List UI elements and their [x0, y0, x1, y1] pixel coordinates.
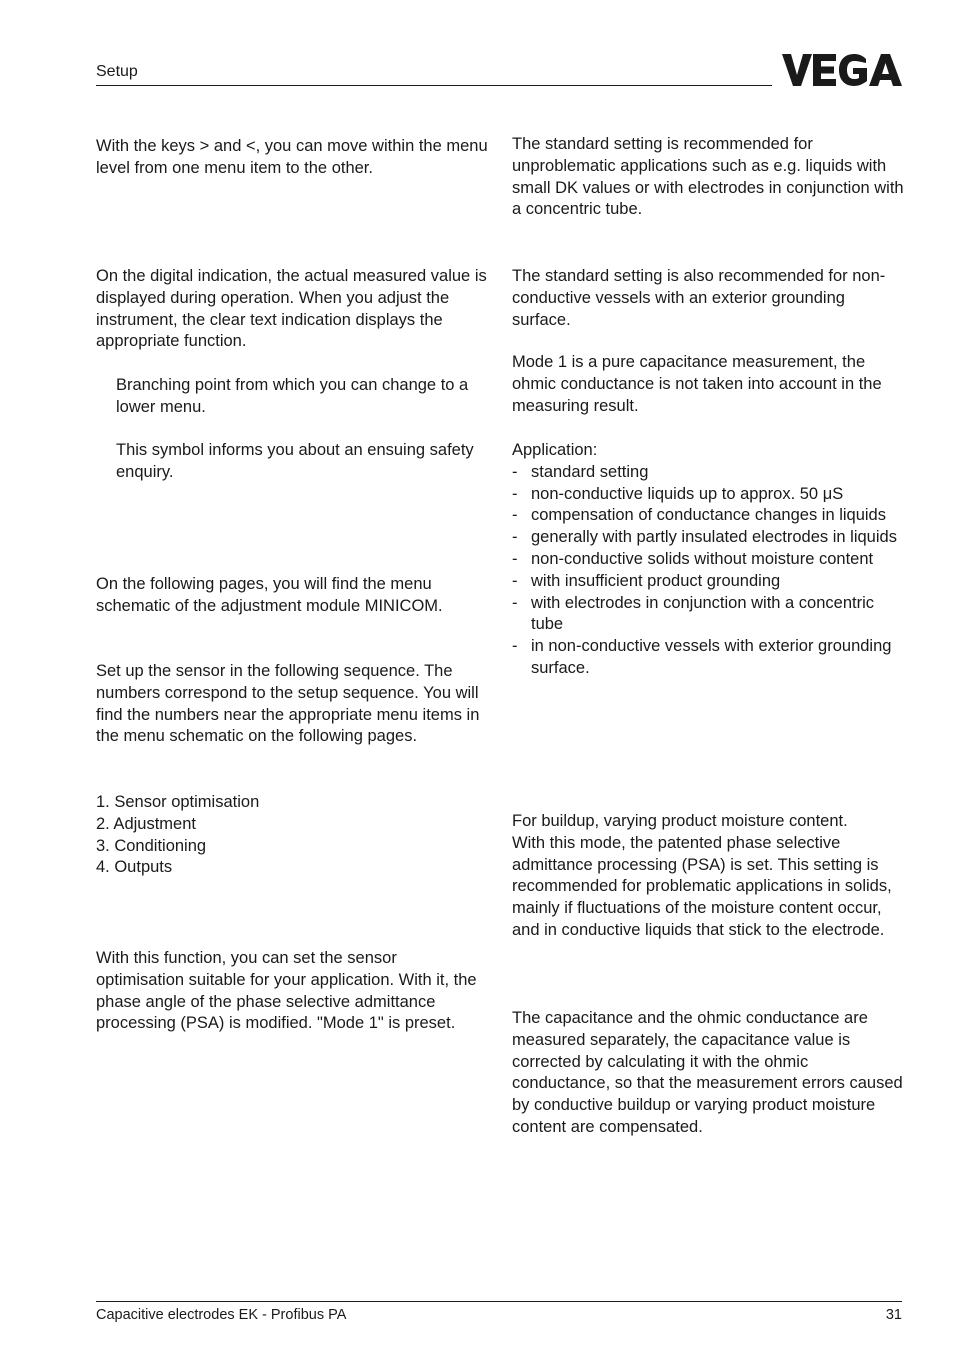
- conductance-paragraph: The capacitance and the ohmic conductance are measured separately, the capacitance value is corrected by calculating it with the ohmic conductance, so that the measurement errors caused by conductive buildup or varying product moisture content are compensated.: [512, 1009, 903, 1136]
- list-item: - non-conductive liquids up to approx. 50 μS: [512, 484, 904, 506]
- application-block: [512, 440, 904, 680]
- list-item: - compensation of conductance changes in liquids: [512, 505, 904, 527]
- application-label: Application:: [512, 441, 598, 459]
- step-item: 3. Conditioning: [96, 836, 207, 855]
- branch-paragraph: Branching point from which you can change to a lower menu.: [116, 376, 469, 416]
- standard-setting-paragraph: The standard setting is recommended for unproblematic applications such as e.g. liquids with small DK values or with electrodes in conjunction with a concentric tube.: [512, 135, 904, 219]
- list-item: - generally with partly insulated electrodes in liquids: [512, 527, 904, 549]
- list-item: - with insufficient product grounding: [512, 571, 904, 593]
- header-rule: [96, 85, 772, 86]
- buildup-paragraph: For buildup, varying product moisture content. With this mode, the patented phase selective admittance processing (PSA) is set. This setting is recommended for problematic applications in solids, mainly if fluctuations of the moisture content occur, and in conductive liquids that stick to the electrode.: [512, 812, 892, 939]
- list-item: - in non-conductive vessels with exterior grounding surface.: [512, 636, 904, 680]
- step-item: 1. Sensor optimisation: [96, 793, 260, 811]
- step-item: 2. Adjustment: [96, 814, 196, 833]
- list-item: - with electrodes in conjunction with a concentric tube: [512, 593, 904, 637]
- footer-rule: [96, 1301, 902, 1302]
- step-item: 4. Outputs: [96, 858, 173, 877]
- menu-schematic-paragraph: On the following pages, you will find the menu schematic of the adjustment module MINICOM.: [96, 575, 443, 615]
- list-item: - non-conductive solids without moisture content: [512, 549, 904, 571]
- page-number: 31: [885, 1307, 902, 1323]
- mode1-paragraph: Mode 1 is a pure capacitance measurement, the ohmic conductance is not taken into account in the measuring result.: [512, 353, 882, 415]
- standard-setting-paragraph-2: The standard setting is also recommended for non-conductive vessels with an exterior grounding surface.: [512, 267, 886, 329]
- section-title: Setup: [96, 63, 138, 80]
- setup-steps: [96, 792, 488, 879]
- document-title: Capacitive electrodes EK - Profibus PA: [96, 1307, 347, 1323]
- application-list: [512, 462, 904, 680]
- safety-paragraph: This symbol informs you about an ensuing safety enquiry.: [116, 441, 474, 481]
- optimisation-paragraph: With this function, you can set the sensor optimisation suitable for your application. With it, the phase angle of the phase selective admittance processing (PSA) is modified. "Mode 1" is preset.: [96, 949, 477, 1033]
- keys-paragraph: With the keys > and <, you can move within the menu level from one menu item to the other.: [96, 137, 488, 177]
- display-paragraph: On the digital indication, the actual measured value is displayed during operation. When you adjust the instrument, the clear text indication displays the appropriate function.: [96, 267, 487, 351]
- vega-logo: [782, 54, 902, 86]
- list-item: - standard setting: [512, 462, 904, 484]
- sequence-paragraph: Set up the sensor in the following sequence. The numbers correspond to the setup sequence. You will find the numbers near the appropriate menu items in the menu schematic on the following pages.: [96, 662, 480, 746]
